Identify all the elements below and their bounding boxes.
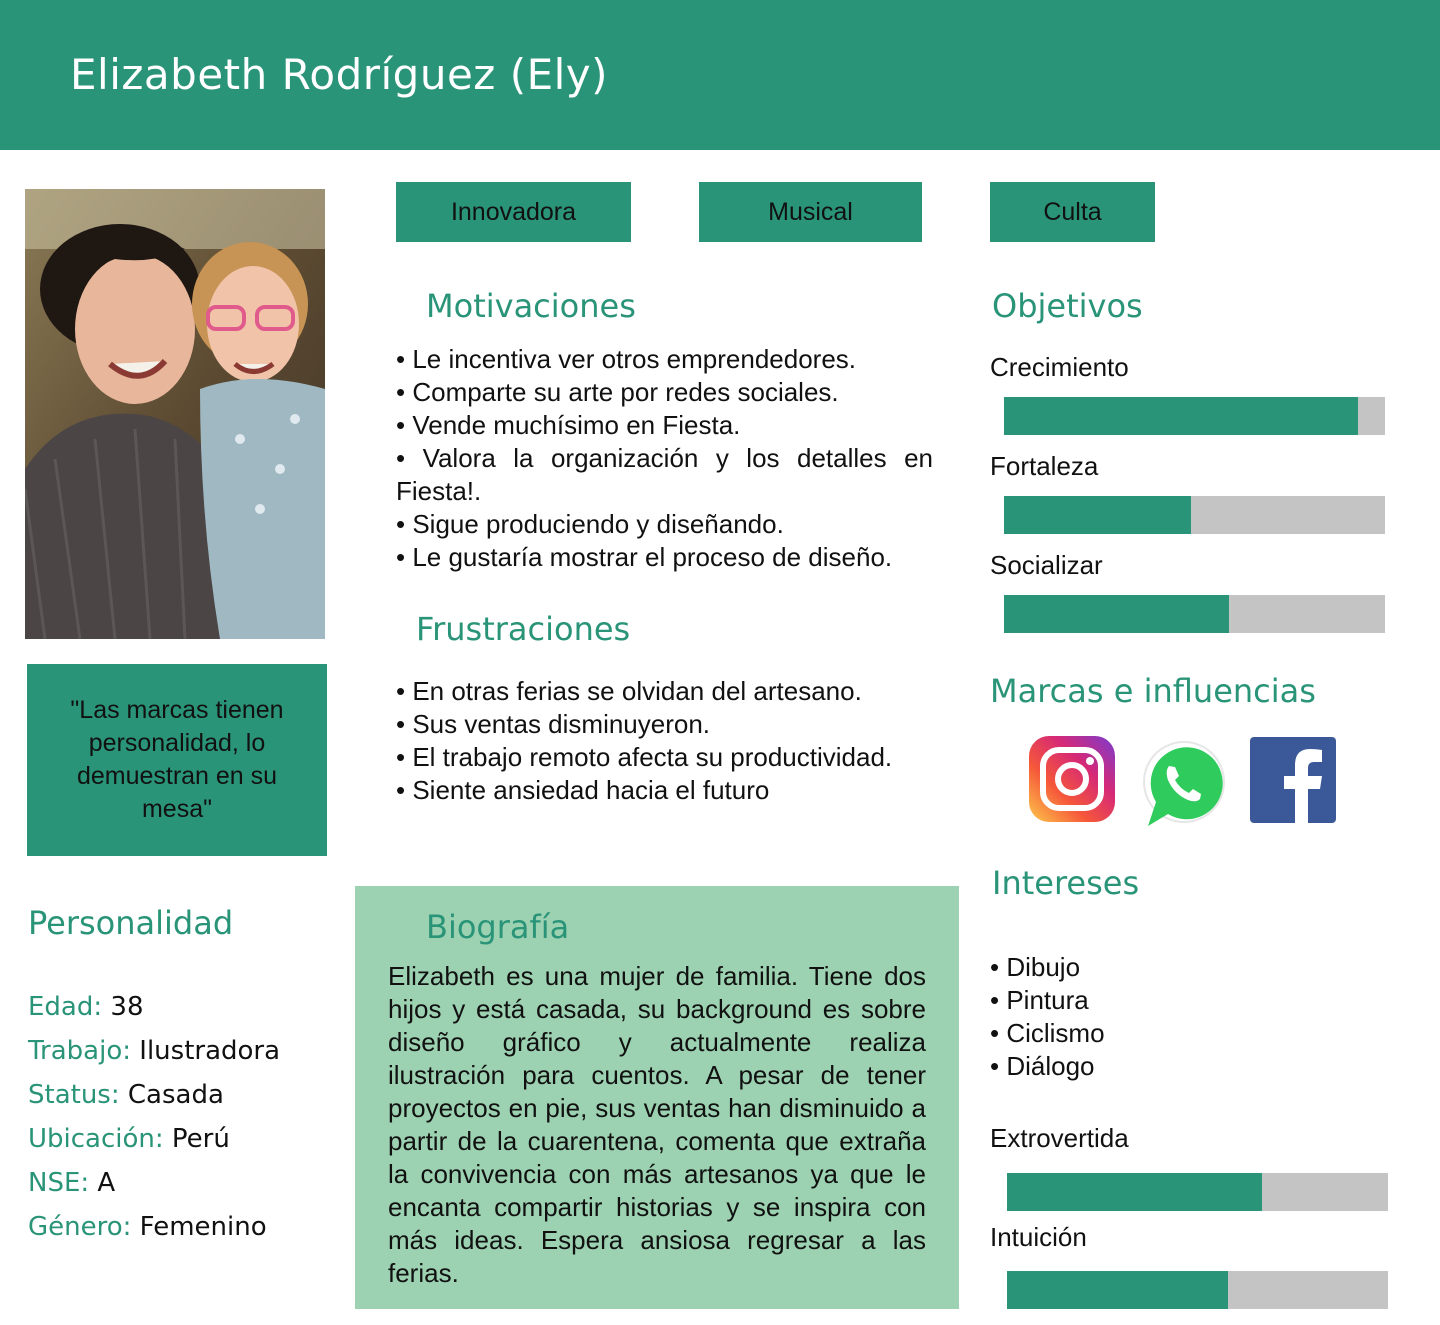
personalidad-row: Edad: 38 [28, 992, 144, 1022]
list-item: • Pintura [990, 985, 1089, 1015]
list-item: • Ciclismo [990, 1018, 1105, 1048]
objetivo-bar-socializar [1004, 595, 1385, 633]
list-item: • Le incentiva ver otros emprendedores. [396, 344, 857, 374]
biografia-title: Biografía [426, 908, 570, 946]
marcas-title: Marcas e influencias [990, 672, 1316, 710]
intereses-title: Intereses [992, 864, 1140, 902]
list-item: • El trabajo remoto afecta su productividad. [396, 742, 893, 772]
frustraciones-title: Frustraciones [416, 610, 631, 648]
interes-label-intuicion: Intuición [990, 1222, 1087, 1252]
bar-fill [1007, 1271, 1228, 1309]
objetivo-bar-crecimiento [1004, 397, 1385, 435]
objetivo-label-socializar: Socializar [990, 550, 1103, 580]
instagram-icon [1029, 736, 1115, 822]
bar-fill [1004, 496, 1191, 534]
list-item: • Comparte su arte por redes sociales. [396, 377, 839, 407]
objetivo-label-fortaleza: Fortaleza [990, 451, 1099, 481]
bar-fill [1004, 397, 1358, 435]
personalidad-row: NSE: A [28, 1168, 116, 1198]
list-item: • Dibujo [990, 952, 1081, 982]
motivaciones-title: Motivaciones [426, 287, 636, 325]
persona-name: Elizabeth Rodríguez (Ely) [70, 50, 609, 99]
personalidad-row: Status: Casada [28, 1080, 224, 1110]
personalidad-list [28, 992, 280, 1256]
list-item: • Diálogo [990, 1051, 1095, 1081]
list-item: • En otras ferias se olvidan del artesano. [396, 676, 862, 706]
list-item: • Vende muchísimo en Fiesta. [396, 410, 741, 440]
tag-culta: Culta [990, 182, 1155, 242]
personalidad-title: Personalidad [28, 904, 234, 942]
list-item: • Le gustaría mostrar el proceso de diseño. [396, 542, 893, 572]
persona-photo-image [25, 189, 325, 639]
list-item: • Sigue produciendo y diseñando. [396, 509, 784, 539]
list-item: • Sus ventas disminuyeron. [396, 709, 711, 739]
tag-musical: Musical [699, 182, 922, 242]
objetivo-label-crecimiento: Crecimiento [990, 352, 1129, 382]
header-bar [0, 0, 1440, 150]
persona-quote: "Las marcas tienen personalidad, lo demuestran en su mesa" [27, 664, 327, 856]
frustraciones-list [396, 675, 921, 807]
persona-photo [25, 189, 325, 639]
interes-bar-intuicion [1007, 1271, 1388, 1309]
biografia-panel [355, 886, 959, 1309]
personalidad-row: Género: Femenino [28, 1212, 267, 1242]
interes-label-extrovertida: Extrovertida [990, 1123, 1129, 1153]
objetivo-bar-fortaleza [1004, 496, 1385, 534]
personalidad-row: Ubicación: Perú [28, 1124, 230, 1154]
tag-innovadora: Innovadora [396, 182, 631, 242]
list-item: • Valora la organización y los detalles en Fiesta!. [396, 443, 933, 506]
motivaciones-list [396, 343, 933, 574]
objetivos-title: Objetivos [992, 287, 1143, 325]
bar-fill [1004, 595, 1229, 633]
intereses-list [990, 951, 1290, 1083]
whatsapp-icon [1138, 738, 1230, 830]
interes-bar-extrovertida [1007, 1173, 1388, 1211]
personalidad-row: Trabajo: Ilustradora [28, 1036, 281, 1066]
list-item: • Siente ansiedad hacia el futuro [396, 775, 770, 805]
bar-fill [1007, 1173, 1262, 1211]
facebook-icon [1250, 737, 1336, 823]
biografia-text: Elizabeth es una mujer de familia. Tiene dos hijos y está casada, su background es sobre diseño gráfico y actualmente realiza ilustración para cuentos. A pesar de tener proyectos en pie, sus ventas han disminuido a partir de la cuarentena, comenta que extraña la convivencia con más artesanos ya que le encanta compartir historias y se inspira con más ideas. Espera ansiosa regresar a las ferias. [388, 961, 926, 1288]
